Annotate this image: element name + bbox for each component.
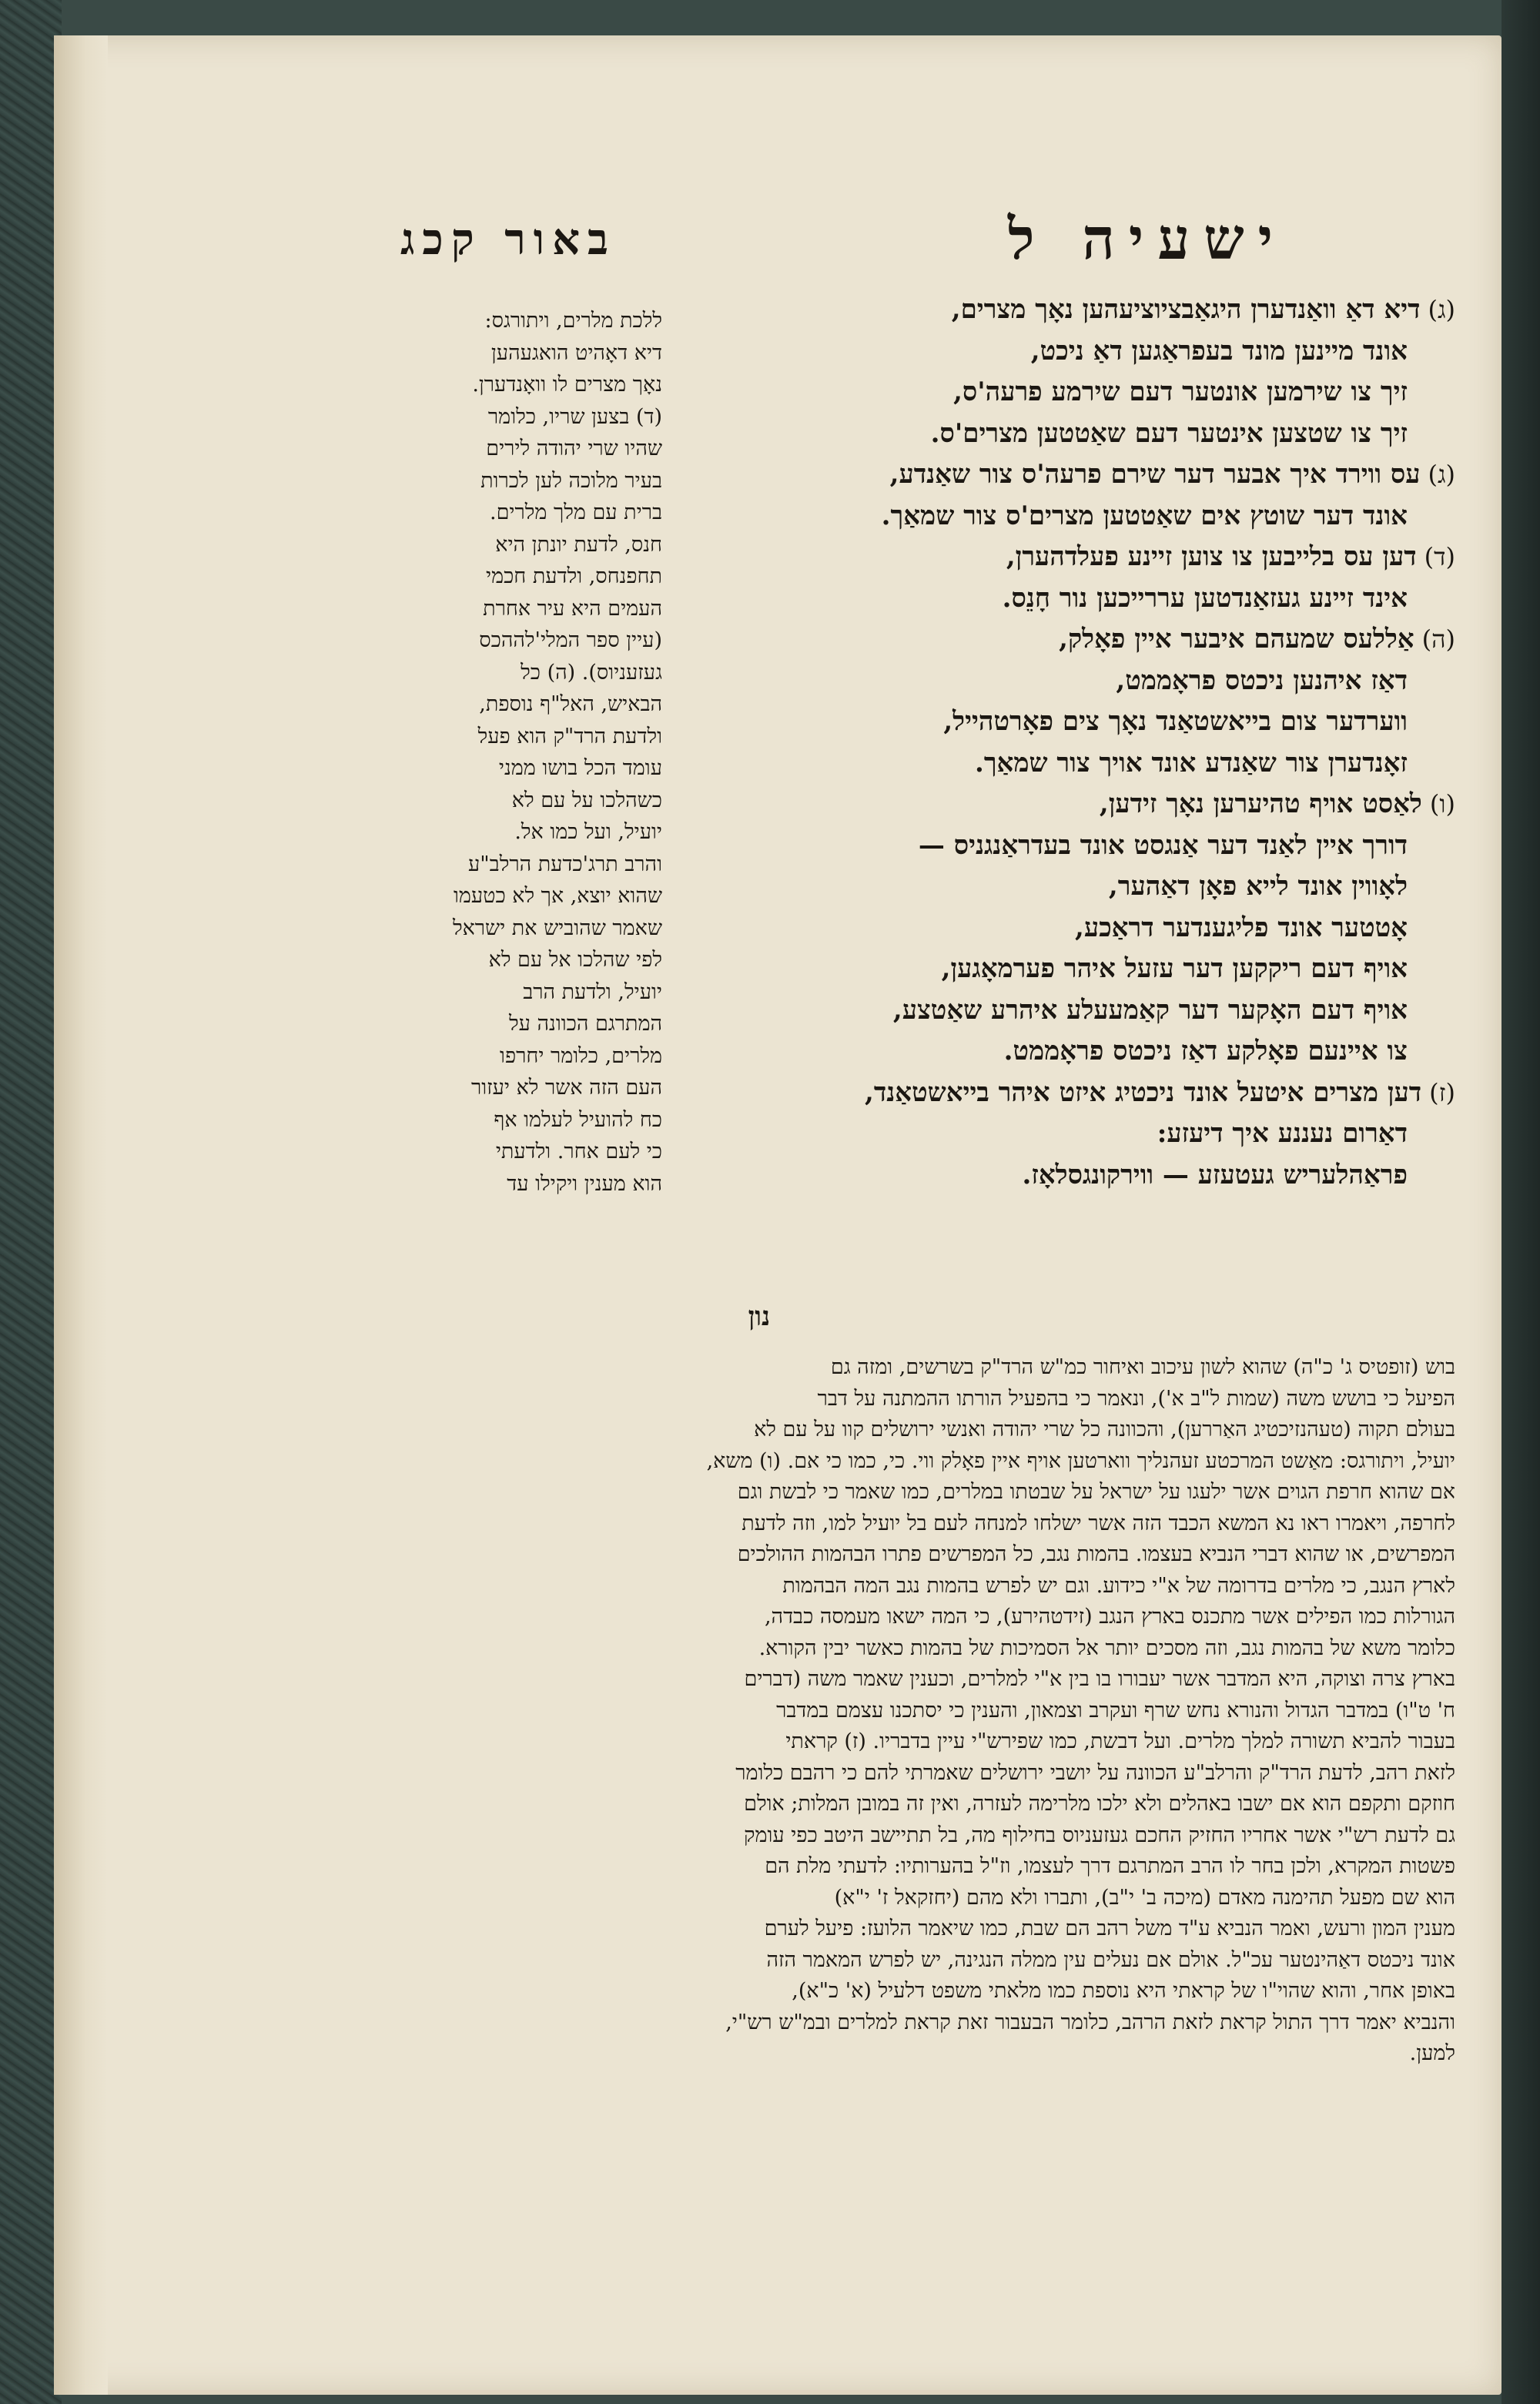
bottom-commentary-line: יועיל, ויתורגס: מאַשט המרכטע זעהנליך ווארטען אויף איין פאָלק ווי. כי, כמו כי אם. (ו) משא, bbox=[706, 1448, 1455, 1473]
verse-line bbox=[662, 990, 1455, 1032]
side-commentary-line: עומד הכל בושו ממני bbox=[498, 756, 662, 780]
verse-line bbox=[662, 578, 1455, 620]
verse-text: עס ווירד איך אבער דער שירם פרעה'ס צור שאַנדע, bbox=[889, 459, 1421, 490]
page-gutter bbox=[54, 35, 108, 2395]
side-commentary-line: (ד) בצען שריו, כלומר bbox=[487, 404, 662, 429]
verse-line bbox=[662, 661, 1455, 702]
bottom-commentary-line: והנביא יאמר דרך התול קראת לזאת הרהב, כלומר הבעבור זאת קראת למלרים ובמ"ש רש"י, bbox=[725, 2010, 1455, 2034]
bottom-commentary-line: חוזקם ותקפם הוא אם ישבו באהלים ולא ילכו מלרימה לעזרה, ואין זה במובן המלות; אולם bbox=[744, 1792, 1455, 1816]
verse-number: (ז) bbox=[1429, 1077, 1455, 1107]
bottom-commentary-line: בעולם תקוה (טעהנזיכטיג האַררען), והכוונה כל שרי יהודה ואנשי ירושלים קוו על עם לא bbox=[754, 1418, 1455, 1441]
verse-text: פראַהלעריש געטעזע — ווירקונגסלאָז. bbox=[1022, 1159, 1408, 1190]
commentary-title: באור קכג bbox=[400, 214, 617, 265]
book-edge bbox=[1502, 0, 1540, 2404]
bottom-commentary-line: פשטות המקרא, ולכן בחר לו הרב המתרגם דרך לעצמו, וז"ל בהערותיו: לדעתי מלת הם bbox=[765, 1854, 1455, 1878]
bottom-commentary-line: באופן אחר, והוא שהוי"ו של קראתי היא נוספת כמו מלאתי משפט דלעיל (א' כ"א), bbox=[792, 1979, 1455, 2003]
side-commentary-line: ללכת מלרים, ויתורגס: bbox=[484, 309, 662, 333]
translation-verses bbox=[662, 290, 1455, 1196]
book-binding bbox=[0, 0, 62, 2404]
verse-text: דיא דאַ וואַנדערן היגאַבציוציעהען נאָך מצרים, bbox=[951, 294, 1421, 325]
verse-line bbox=[662, 372, 1455, 414]
side-commentary-line: יועיל, ועל כמו אל. bbox=[514, 820, 662, 844]
verse-text: זיך צו שירמען אונטער דעם שירמע פרעה'ס, bbox=[953, 377, 1408, 407]
verse-number: (ג) bbox=[1428, 295, 1455, 324]
verse-text: אַללעס שמעהם איבער איין פאָלק, bbox=[1059, 624, 1414, 655]
bottom-commentary bbox=[323, 1352, 1455, 2070]
bottom-commentary-line: לחרפה, ויאמרו ראו נא המשא הכבד הזה אשר ישלחו למנחה לעם בל יועיל למו, וזה לדעת bbox=[742, 1511, 1455, 1535]
verse-text: אונד דער שוטץ אים שאַטטען מצרים'ס צור שמאַך. bbox=[881, 500, 1408, 531]
side-commentary-line: לפי שהלכו אל עם לא bbox=[488, 948, 662, 972]
side-commentary-line: כח להועיל לעלמו אף bbox=[494, 1107, 662, 1132]
bottom-commentary-line: מענין המון ורעש, ואמר הנביא ע"ד משל רהב הם שבת, כמו שיאמר הלועז: פיעל לערם bbox=[764, 1917, 1455, 1940]
side-commentary-line: המתרגם הכוונה על bbox=[509, 1012, 662, 1036]
side-commentary-line: בעיר מלוכה לען לכרות bbox=[480, 468, 662, 493]
verse-line bbox=[662, 743, 1455, 785]
verse-line bbox=[662, 949, 1455, 990]
side-commentary-line: העם הזה אשר לא יעזור bbox=[470, 1076, 662, 1100]
verse-text: דורך איין לאַנד דער אַנגסט אונד בעדראַנגניס — bbox=[918, 829, 1408, 861]
verse-line bbox=[662, 290, 1455, 331]
side-commentary-line: כי לעם אחר. ולדעתי bbox=[495, 1140, 662, 1163]
verse-line bbox=[662, 537, 1455, 578]
verse-line bbox=[662, 825, 1455, 867]
side-commentary-line: מלרים, כלומר יחרפו bbox=[500, 1043, 662, 1068]
bottom-commentary-line: המפרשים, או שהוא דברי הנביא בעצמו. בהמות נגב, כל המפרשים פתרו הבהמות ההולכים bbox=[737, 1542, 1455, 1566]
bottom-commentary-line: הוא שם מפעל תהימנה מאדם (מיכה ב' י"ב), ותברו ולא מהם (יחזקאל ז' י"א) bbox=[834, 1885, 1455, 1910]
bottom-commentary-line: כלומר משא של בהמות נגב, וזה מסכים יותר אל הסמיכות של בהמות כאשר יבין הקורא. bbox=[758, 1636, 1455, 1660]
verse-text: לאַסט אויף טהיערען נאָך זידען, bbox=[1099, 788, 1422, 819]
verse-text: דאַרום נעננע איך דיעזע: bbox=[1157, 1118, 1408, 1149]
bottom-commentary-line: אם שהוא חרפת הגוים אשר ילעגו על ישראל על שבטתו במלרים, כמו שאמר כי לבשת וגם bbox=[737, 1480, 1455, 1504]
bottom-commentary-line: בוש (זופטיס ג' כ"ה) שהוא לשון עיכוב ואיחור כמ"ש הרד"ק בשרשים, ומזה גם bbox=[830, 1355, 1455, 1379]
verse-line bbox=[662, 454, 1455, 496]
bottom-commentary-line: הגורלות כמו הפילים אשר מתכנס בארץ הנגב (זידטהירע), כי המה ישאו מעמסה כבדה, bbox=[764, 1605, 1455, 1629]
verse-line bbox=[662, 331, 1455, 373]
verse-line bbox=[662, 1073, 1455, 1114]
verse-text: ווערדער צום בייאשטאַנד נאָך צים פאָרטהייל, bbox=[943, 706, 1408, 737]
side-commentary-line: חנס, לדעת יונתן היא bbox=[495, 532, 662, 557]
verse-line bbox=[662, 1113, 1455, 1155]
bottom-commentary-line: הפיעל כי בושש משה (שמות ל"ב א'), ונאמר כי בהפעיל הורתו ההמתנה על דבר bbox=[817, 1386, 1455, 1411]
verse-text: זאָנדערן צור שאַנדע אונד אויך צור שמאַך. bbox=[974, 747, 1408, 778]
verse-text: זיך צו שטצען אינטער דעם שאַטטען מצרים'ס. bbox=[930, 417, 1408, 449]
side-commentary-line: שאמר שהוביש את ישראל bbox=[452, 916, 662, 940]
verse-text: אויף דעם ריקקען דער עזעל איהר פערמאָגען, bbox=[941, 953, 1408, 984]
verse-line bbox=[662, 1155, 1455, 1197]
verse-line bbox=[662, 701, 1455, 743]
book-title: ישעיה ל bbox=[1007, 206, 1287, 273]
bottom-commentary-line: לזאת רהב, לדעת הרד"ק והרלב"ע הכוונה על יושבי ירושלים שאמרתי להם כי רהבם כלומר bbox=[735, 1760, 1455, 1785]
catchword: נון bbox=[748, 1301, 770, 1332]
side-commentary-line: נאָך מצרים לו וואָנדערן. bbox=[472, 373, 662, 397]
bottom-commentary-line: גם לדעת רש"י אשר אחריו החזיק החכם געזעניוס בחילוף מה, בל תתיישב היטב כפי עומק bbox=[744, 1823, 1455, 1847]
side-commentary bbox=[316, 305, 662, 1200]
verse-number: (ג) bbox=[1428, 460, 1455, 489]
verse-text: דען מצרים איטעל אונד ניכטיג איזט איהר בייאשטאַנד, bbox=[865, 1076, 1422, 1108]
side-commentary-line: געזעניוס). (ה) כל bbox=[521, 660, 662, 685]
verse-number: (ה) bbox=[1421, 624, 1455, 654]
verse-text: אונד מיינען מונד בעפראַגען דאַ ניכט, bbox=[1030, 335, 1408, 367]
side-commentary-line: תחפנחס, ולדעת חכמי bbox=[486, 564, 662, 588]
verse-line bbox=[662, 414, 1455, 455]
side-commentary-line: העמים היא עיר אחרת bbox=[483, 596, 662, 621]
verse-line bbox=[662, 784, 1455, 825]
side-commentary-line: דיא דאָהיט הואגעהען bbox=[490, 340, 662, 365]
side-commentary-line: שהיו שרי יהודה לירים bbox=[486, 437, 662, 460]
verse-text: אינד זיינע געזאַנדטען עררייכען נור חָנֵס. bbox=[1002, 582, 1408, 614]
bottom-commentary-line: בעבור להביא תשורה למלך מלרים. ועל דבשת, כמו שפירש"י עיין בדבריו. (ז) קראתי bbox=[785, 1729, 1455, 1753]
side-commentary-line: כשהלכו על עם לא bbox=[511, 788, 662, 812]
bottom-commentary-line: למען. bbox=[1409, 2041, 1455, 2065]
verse-number: (ו) bbox=[1429, 789, 1455, 819]
verse-line bbox=[662, 908, 1455, 949]
verse-text: צו איינעם פאָלקע דאַז ניכטס פראָממט. bbox=[1003, 1036, 1408, 1066]
verse-line bbox=[662, 496, 1455, 537]
verse-text: לאָווין אונד לייא פאָן דאַהער, bbox=[1108, 871, 1408, 902]
side-commentary-line: ברית עם מלך מלרים. bbox=[489, 501, 662, 524]
side-commentary-line: הבאיש, האל"ף נוספת, bbox=[479, 692, 662, 716]
verse-number: (ד) bbox=[1424, 542, 1455, 571]
side-commentary-line: והרב תרג'כדעת הרלב"ע bbox=[467, 852, 662, 876]
verse-line bbox=[662, 866, 1455, 908]
bottom-commentary-line: לארץ הנגב, כי מלרים בדרומה של א"י כידוע. וגם יש לפרש בהמות נגב המה הבהמות bbox=[782, 1573, 1455, 1598]
verse-text: אָטטער אונד פליגענדער דראַכע, bbox=[1074, 912, 1408, 943]
verse-text: אויף דעם האָקער דער קאַמעעלע איהרע שאַטצע, bbox=[892, 994, 1408, 1026]
verse-line bbox=[662, 619, 1455, 661]
bottom-commentary-line: ח' ט"ו) במדבר הגדול והנורא נחש שרף ועקרב וצמאון, והענין כי יסתכנו עצמם במדבר bbox=[776, 1698, 1455, 1723]
verse-text: דאַז איהנען ניכטס פראָממט, bbox=[1116, 665, 1408, 696]
verse-line bbox=[662, 1031, 1455, 1073]
bottom-commentary-line: אונד ניכטס דאַהינטער עכ"ל. אולם אם נעלים עין ממלה הנגינה, יש לפרש המאמר הזה bbox=[766, 1947, 1455, 1972]
verse-text: דען עס בלייבען צו צוען זיינע פעלדהערן, bbox=[1006, 541, 1417, 572]
side-commentary-line: יועיל, ולדעת הרב bbox=[523, 979, 662, 1004]
side-commentary-line: (עיין ספר המלי'לההכס bbox=[479, 628, 662, 652]
bottom-commentary-line: בארץ צרה וצוקה, היא המדבר אשר יעבורו בו בין א"י למלרים, וכענין שאמר משה (דברים bbox=[744, 1667, 1455, 1691]
side-commentary-line: הוא מענין ויקילו עד bbox=[507, 1171, 662, 1196]
side-commentary-line: ולדעת הרד"ק הוא פעל bbox=[477, 724, 662, 748]
side-commentary-line: שהוא יוצא, אך לא כטעמו bbox=[453, 884, 662, 908]
